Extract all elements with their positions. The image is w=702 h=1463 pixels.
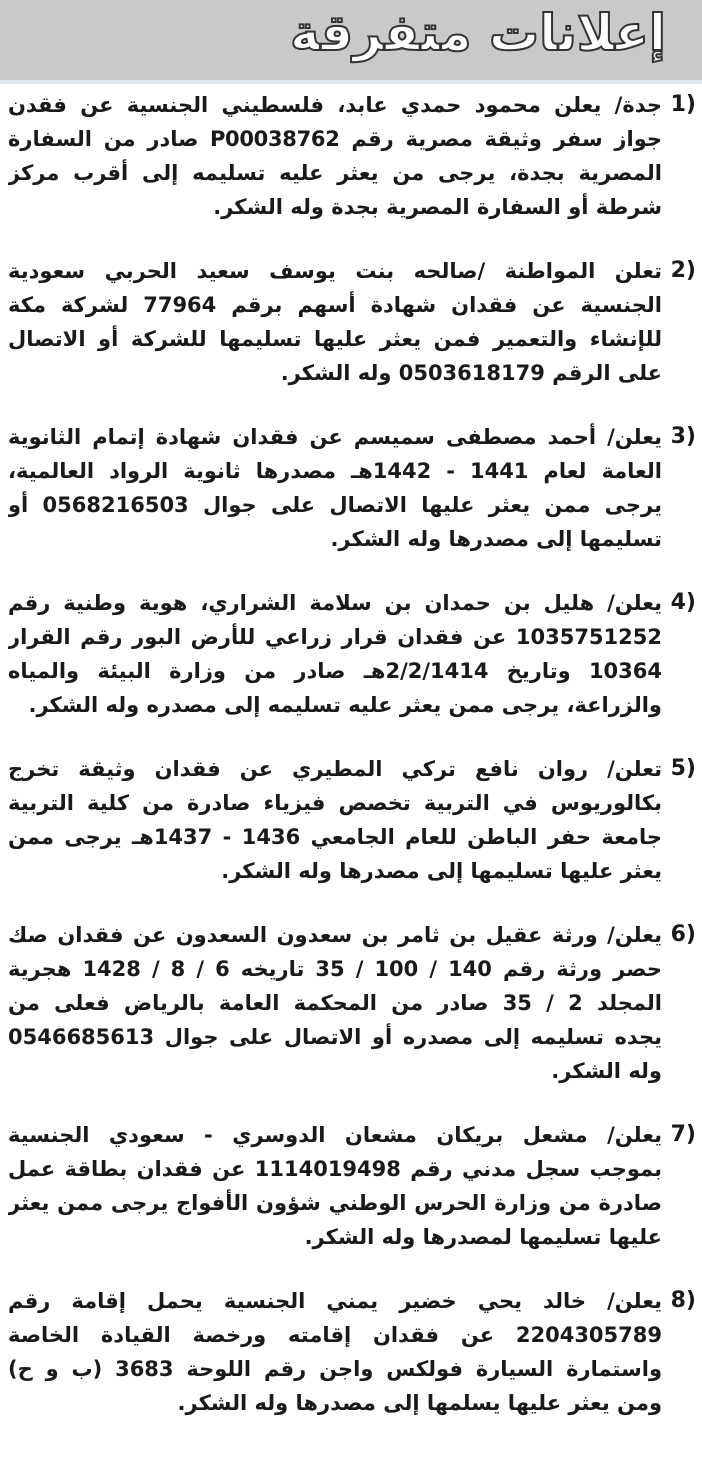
ad-text-line: للإنشاء والتعمير فمن يعثر عليها تسليمها للشركة أو الاتصال [8, 327, 662, 351]
classified-ad [0, 918, 702, 1088]
ad-number: 4) [670, 590, 696, 615]
ad-number: 5) [670, 756, 696, 781]
ad-text-line: المجلد 2 / 35 صادر من المحكمة العامة بالرياض فعلى من [8, 991, 662, 1015]
classified-ad [0, 1118, 702, 1254]
ad-text-line: شرطة أو السفارة المصرية بجدة وله الشكر. [213, 195, 662, 219]
ad-text-line: جواز سفر وثيقة مصرية رقم P00038762 صادر من السفارة [8, 127, 662, 151]
ad-text-line: الجنسية عن فقدان شهادة أسهم برقم 77964 لشركة مكة [8, 293, 662, 317]
ad-number: 2) [670, 258, 696, 283]
ad-text-line: تعلن المواطنة /صالحه بنت يوسف سعيد الحربي سعودية [8, 259, 662, 283]
ad-text-line: المصرية بجدة، يرجى من يعثر عليه تسليمه إلى أقرب مركز [8, 161, 662, 185]
ad-text-line: 1035751252 عن فقدان قرار زراعي للأرض البور رقم القرار [8, 625, 662, 649]
classified-ad [0, 88, 702, 224]
ad-text-line: بكالوريوس في التربية تخصص فيزياء صادرة من كلية التربية [8, 791, 662, 815]
ad-text-line: جامعة حفر الباطن للعام الجامعي 1436 - 1437هـ يرجى ممن [8, 825, 662, 849]
ad-text-line: تسليمها إلى مصدرها وله الشكر. [330, 527, 662, 551]
ad-text-line: يعلن/ أحمد مصطفى سميسم عن فقدان شهادة إتمام الثانوية [8, 425, 662, 449]
ad-number: 6) [670, 922, 696, 947]
ad-text-line: يعلن/ مشعل بريكان مشعان الدوسري - سعودي الجنسية [8, 1123, 662, 1147]
ad-text-line: العامة لعام 1441 - 1442هـ مصدرها ثانوية الرواد العالمية، [8, 459, 662, 483]
ad-text-line: 2204305789 عن فقدان إقامته ورخصة القيادة الخاصة [8, 1323, 662, 1347]
ad-text-line: بموجب سجل مدني رقم 1114019498 عن فقدان بطاقة عمل [8, 1157, 662, 1181]
ad-text-line: يعلن/ هليل بن حمدان بن سلامة الشراري، هوية وطنية رقم [8, 591, 662, 615]
ad-number: 3) [670, 424, 696, 449]
classified-ad [0, 1284, 702, 1420]
ad-text-line: ومن يعثر عليها يسلمها إلى مصدرها وله الشكر. [177, 1391, 662, 1415]
ad-text-line: على الرقم 0503618179 وله الشكر. [280, 361, 662, 385]
classified-ad [0, 420, 702, 556]
ad-text-line: يعثر عليها تسليمها إلى مصدرها وله الشكر. [221, 859, 662, 883]
ad-text-line: يرجى ممن يعثر عليها الاتصال على جوال 0568216503 أو [8, 493, 662, 517]
classified-ad [0, 254, 702, 390]
classified-ad [0, 586, 702, 722]
ad-text-line: يجده تسليمه إلى مصدره أو الاتصال على جوال 0546685613 [8, 1025, 662, 1049]
ad-text-line: حصر ورثة رقم 140 / 100 / 35 تاريخه 6 / 8 / 1428 هجرية [8, 957, 662, 981]
ad-text-line: يعلن/ ورثة عقيل بن ثامر بن سعدون السعدون عن فقدان صك [8, 923, 662, 947]
ad-text-line: والزراعة، يرجى ممن يعثر عليه تسليمه إلى مصدره وله الشكر. [28, 693, 662, 717]
ad-number: 7) [670, 1122, 696, 1147]
ad-text-line: تعلن/ روان نافع تركي المطيري عن فقدان وثيقة تخرج [8, 757, 662, 781]
ad-text-line: وله الشكر. [551, 1059, 662, 1083]
section-title: إعلانات متفرقة [290, 4, 666, 62]
classified-ad [0, 752, 702, 888]
ad-text-line: 10364 وتاريخ 2/2/1414هـ صادر من وزارة البيئة والمياه [8, 659, 662, 683]
ad-text-line: يعلن/ خالد يحي خضير يمني الجنسية يحمل إقامة رقم [8, 1289, 662, 1313]
ad-text-line: واستمارة السيارة فولكس واجن رقم اللوحة 3683 (ب و ح) [8, 1357, 662, 1381]
ad-number: 1) [670, 92, 696, 117]
ad-text-line: صادرة من وزارة الحرس الوطني شؤون الأفواج يرجى ممن يعثر [8, 1191, 662, 1215]
ad-text-line: جدة/ يعلن محمود حمدي عابد، فلسطيني الجنسية عن فقدن [8, 93, 662, 117]
ad-number: 8) [670, 1288, 696, 1313]
classified-ads-list [0, 84, 702, 1420]
ad-text-line: عليها تسليمها لمصدرها وله الشكر. [304, 1225, 662, 1249]
section-header [0, 0, 702, 84]
